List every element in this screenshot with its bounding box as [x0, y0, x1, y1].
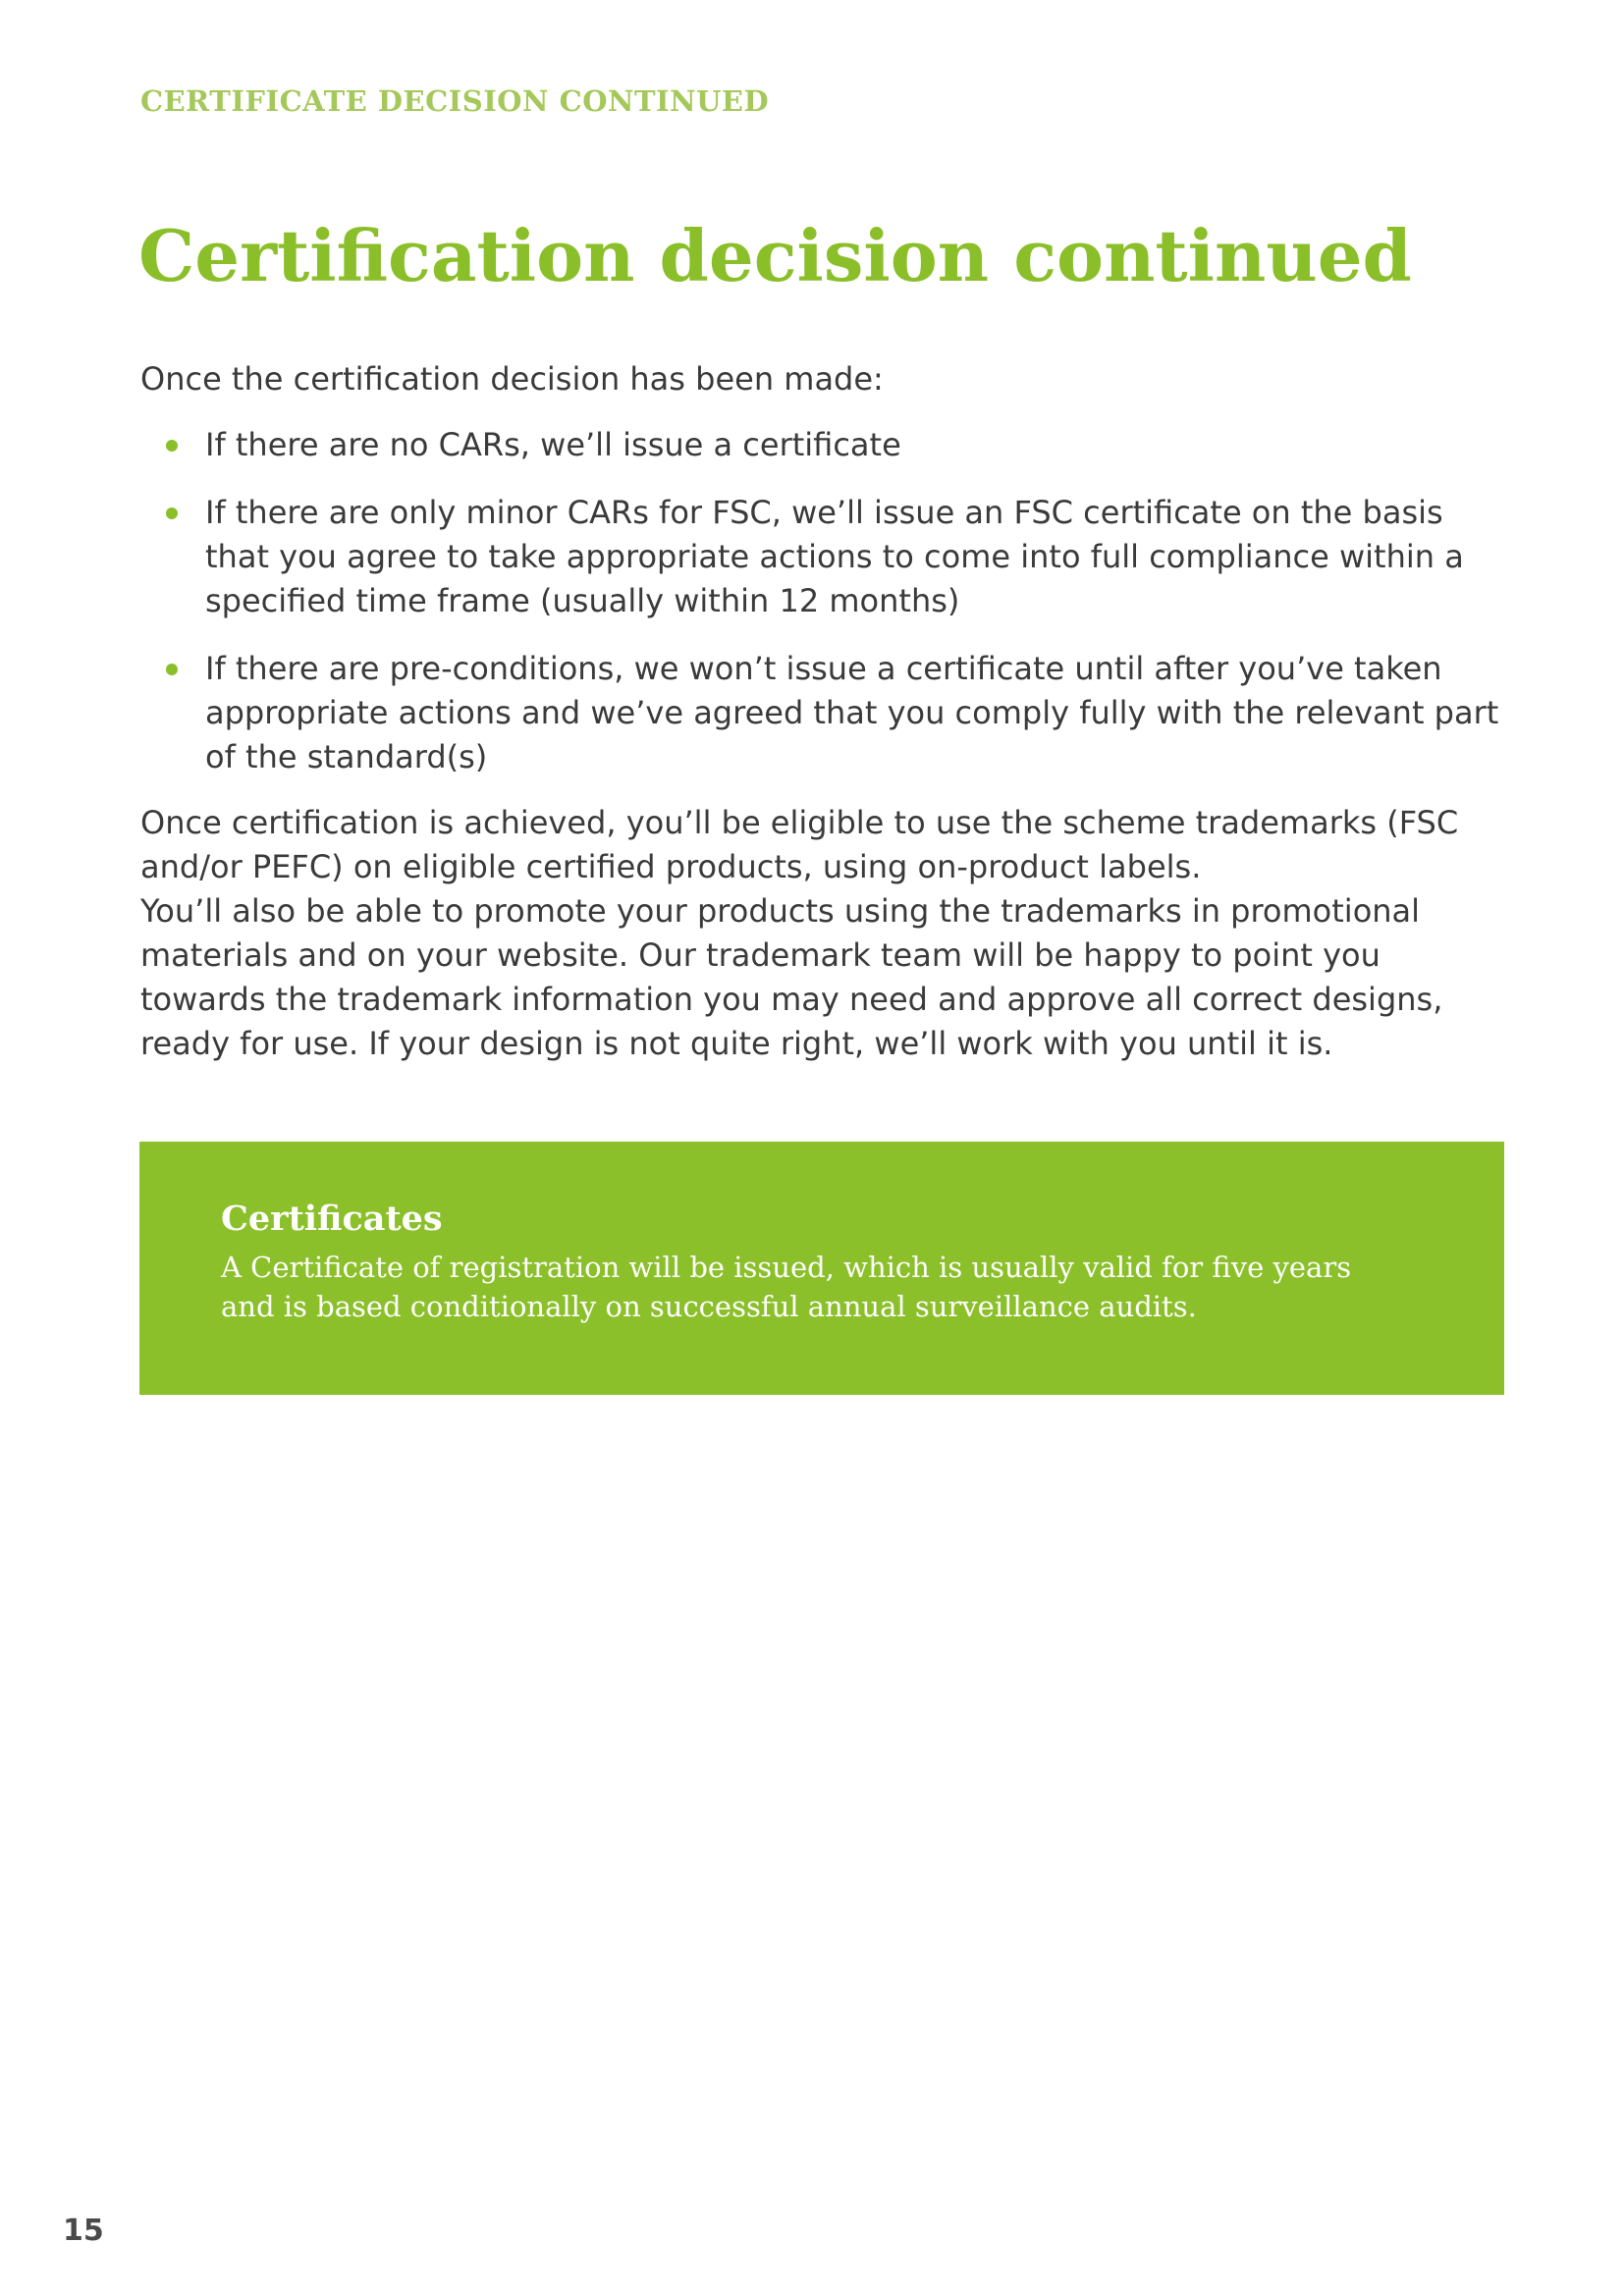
intro-text: Once the certification decision has been made:: [140, 360, 884, 398]
trademark-promotion-text: You’ll also be able to promote your products using the trademarks in promotional materials and on your website. Our trademark team will be happy to point you towards the trademark information you may need and approve all correct designs, ready for use. If your design is not quite right, we’ll work with you until it is.: [140, 892, 1443, 1062]
page-number: 15: [63, 2214, 104, 2248]
bullet-list: [140, 423, 1505, 779]
list-item: [140, 423, 1505, 467]
bullet-icon: [166, 440, 178, 452]
bullet-icon: [166, 507, 178, 519]
callout-text: A Certificate of registration will be issued, which is usually valid for five years and is based conditionally on successful annual surveillance audits.: [221, 1251, 1352, 1323]
bullet-icon: [166, 664, 178, 675]
running-header: CERTIFICATE DECISION CONTINUED: [140, 84, 770, 118]
list-item: [140, 491, 1505, 623]
body-content: [140, 357, 1505, 1066]
callout-title: Certificates: [221, 1199, 443, 1239]
trademark-paragraph: [140, 801, 1505, 1066]
list-item-text: If there are only minor CARs for FSC, we’ll issue an FSC certificate on the basis that you agree to take appropriate actions to come into full compliance within a specified time frame (usually within 12 months): [205, 494, 1464, 619]
page-title: Certification decision continued: [138, 214, 1412, 297]
certificates-callout: [139, 1142, 1504, 1395]
list-item-text: If there are pre-conditions, we won’t issue a certificate until after you’ve taken appropriate actions and we’ve agreed that you comply fully with the relevant part of the standard(s): [205, 650, 1499, 775]
list-item-text: If there are no CARs, we’ll issue a certificate: [205, 426, 901, 463]
list-item: [140, 647, 1505, 779]
trademark-eligibility-text: Once certification is achieved, you’ll be eligible to use the scheme trademarks (FSC and/or PEFC) on eligible certified products, using on-product labels.: [140, 804, 1459, 885]
